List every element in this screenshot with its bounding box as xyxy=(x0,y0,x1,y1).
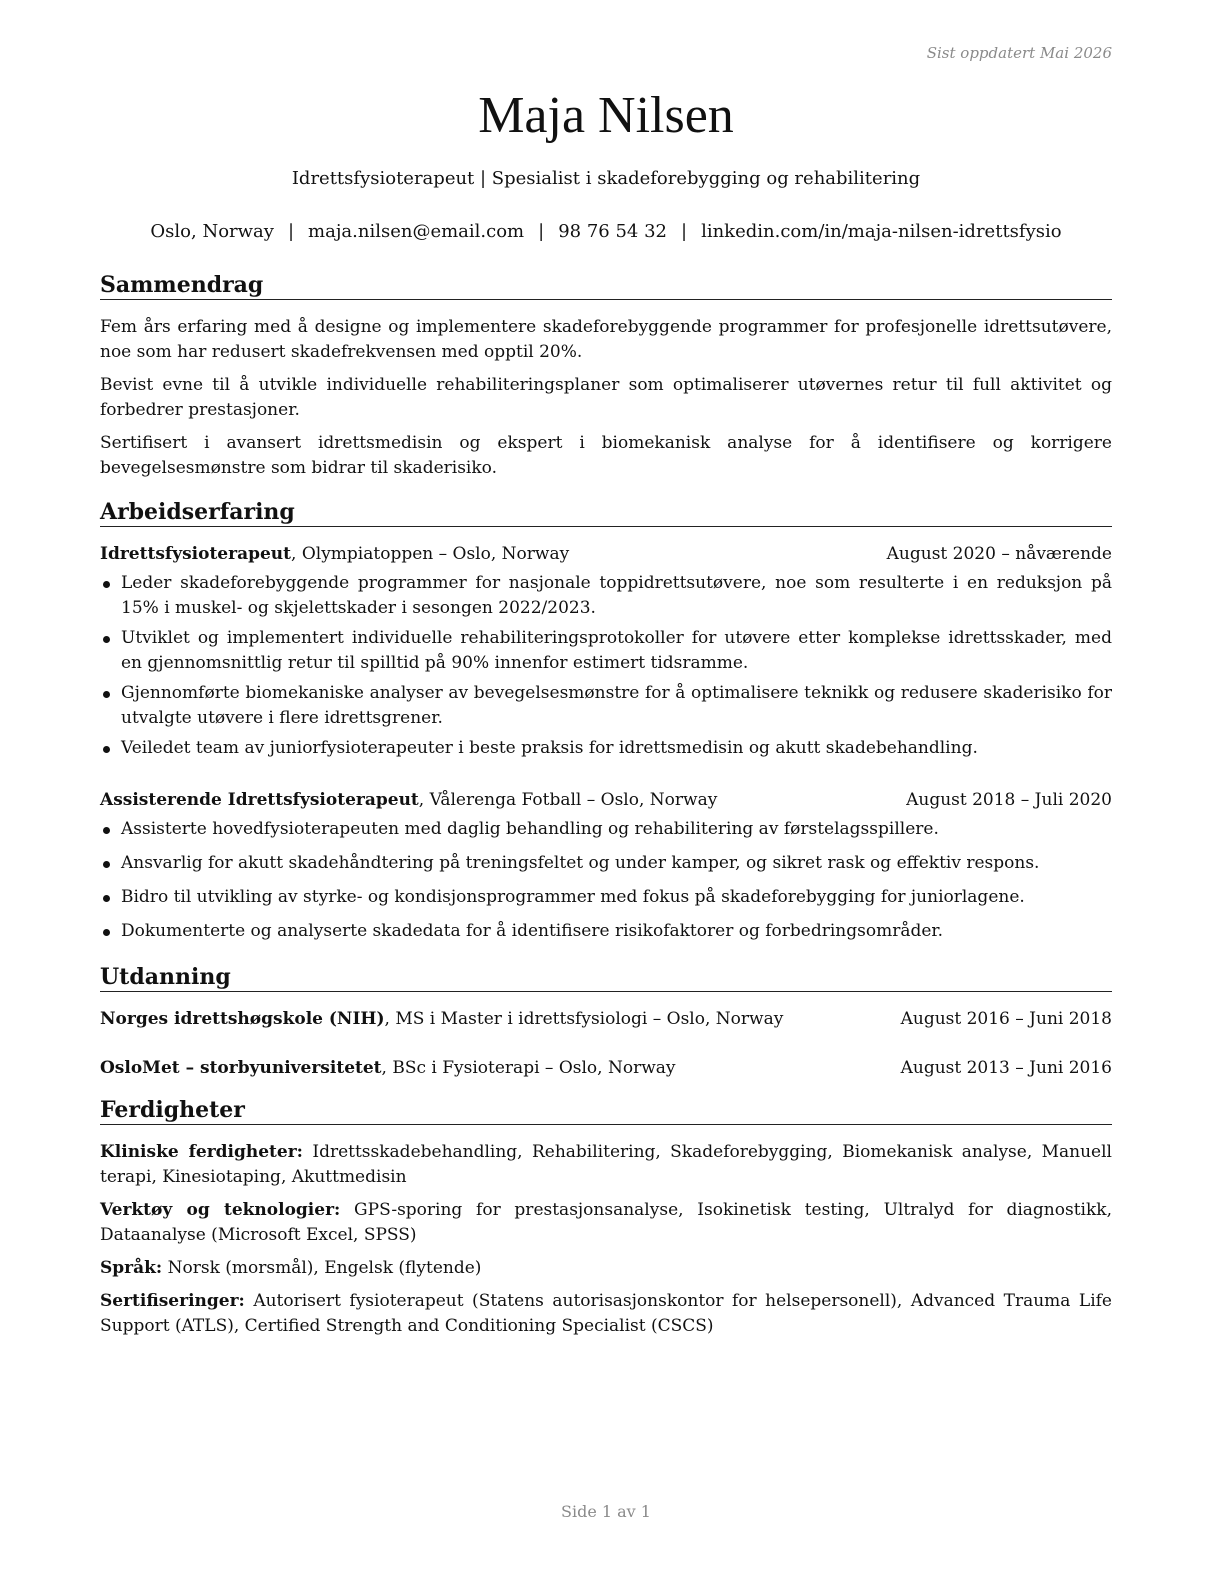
job-bullet: Bidro til utvikling av styrke- og kondisjonsprogrammer med fokus på skadeforebygging for juniorlagene. xyxy=(100,885,1112,910)
skill-text: GPS-sporing for prestasjonsanalyse, Isokinetisk testing, Ultralyd for diagnostikk, Dataanalyse (Microsoft Excel, SPSS) xyxy=(100,1200,1112,1245)
job-org: , Olympiatoppen – Oslo, Norway xyxy=(291,544,570,564)
education-entry xyxy=(100,1007,1112,1032)
job-dates: August 2018 – Juli 2020 xyxy=(906,790,1112,810)
skill-line xyxy=(100,1140,1112,1190)
section-title-education: Utdanning xyxy=(100,964,1112,992)
summary-paragraph: Sertifisert i avansert idrettsmedisin og ekspert i biomekanisk analyse for å identifisere og korrigere bevegelsesmønstre som bidrar til skaderisiko. xyxy=(100,433,1112,478)
job-header xyxy=(100,542,1112,567)
summary-section xyxy=(100,272,1112,481)
contact-line xyxy=(100,221,1112,242)
education-entry xyxy=(100,1056,1112,1081)
education-degree: , MS i Master i idrettsfysiologi – Oslo, Norway xyxy=(384,1009,784,1029)
skill-line xyxy=(100,1198,1112,1248)
skill-line xyxy=(100,1289,1112,1339)
tagline: Idrettsfysioterapeut | Spesialist i skadeforebygging og rehabilitering xyxy=(291,168,921,189)
skill-label: Språk: xyxy=(100,1258,163,1278)
separator: | xyxy=(538,221,545,242)
job-role: Idrettsfysioterapeut xyxy=(100,544,292,564)
job-role: Assisterende Idrettsfysioterapeut xyxy=(100,790,419,810)
page-number: Side 1 av 1 xyxy=(561,1502,651,1521)
job-bullets xyxy=(100,571,1112,761)
contact-phone: 98 76 54 32 xyxy=(558,221,667,242)
separator: | xyxy=(681,221,688,242)
education-section xyxy=(100,964,1112,1081)
section-title-summary: Sammendrag xyxy=(100,272,1112,300)
skill-label: Sertifiseringer: xyxy=(100,1291,245,1311)
job-title-line xyxy=(100,788,717,813)
job-header xyxy=(100,788,1112,813)
section-title-skills: Ferdigheter xyxy=(100,1097,1112,1125)
job-org: , Vålerenga Fotball – Oslo, Norway xyxy=(418,790,718,810)
skill-line xyxy=(100,1256,1112,1281)
skill-text: Autorisert fysioterapeut (Statens autorisasjonskontor for helsepersonell), Advanced Trauma Life Support (ATLS), Certified Strength and Conditioning Specialist (CSCS) xyxy=(100,1291,1112,1336)
education-dates: August 2013 – Juni 2016 xyxy=(900,1058,1112,1078)
job-entry xyxy=(100,542,1112,761)
skill-text: Norsk (morsmål), Engelsk (flytende) xyxy=(162,1258,482,1278)
job-bullet: Assisterte hovedfysioterapeuten med daglig behandling og rehabilitering av førstelagsspillere. xyxy=(100,817,1112,842)
job-bullet: Ansvarlig for akutt skadehåndtering på treningsfeltet og under kamper, og sikret rask og effektiv respons. xyxy=(100,851,1112,876)
resume-page xyxy=(100,0,1112,1584)
job-bullet: Utviklet og implementert individuelle rehabiliteringsprotokoller for utøvere etter komplekse idrettsskader, med en gjennomsnittlig retur til spilltid på 90% innenfor estimert tidsramme. xyxy=(100,626,1112,676)
education-title-line xyxy=(100,1056,676,1081)
education-school: Norges idrettshøgskole (NIH) xyxy=(100,1009,385,1029)
summary-paragraph: Fem års erfaring med å designe og implementere skadeforebyggende programmer for profesjonelle idrettsutøvere, noe som har redusert skadefrekvensen med opptil 20%. xyxy=(100,317,1112,362)
separator: | xyxy=(287,221,295,242)
job-title-line xyxy=(100,542,569,567)
job-dates: August 2020 – nåværende xyxy=(886,544,1112,564)
skills-section xyxy=(100,1097,1112,1339)
section-title-experience: Arbeidserfaring xyxy=(100,499,1112,527)
job-bullet: Veiledet team av juniorfysioterapeuter i beste praksis for idrettsmedisin og akutt skadebehandling. xyxy=(100,736,1112,761)
job-bullet: Gjennomførte biomekaniske analyser av bevegelsesmønstre for å optimalisere teknikk og redusere skaderisiko for utvalgte utøvere i flere idrettsgrener. xyxy=(100,681,1112,731)
job-entry xyxy=(100,788,1112,944)
job-bullet: Leder skadeforebyggende programmer for nasjonale toppidrettsutøvere, noe som resulterte i en reduksjon på 15% i muskel- og skjelettskader i sesongen 2022/2023. xyxy=(100,571,1112,621)
skill-label: Kliniske ferdigheter: xyxy=(100,1142,303,1162)
skill-label: Verktøy og teknologier: xyxy=(100,1200,341,1220)
job-bullets xyxy=(100,817,1112,944)
contact-location: Oslo, Norway xyxy=(150,221,274,242)
contact-linkedin[interactable]: linkedin.com/in/maja-nilsen-idrettsfysio xyxy=(701,221,1062,242)
experience-section xyxy=(100,499,1112,944)
contact-email[interactable]: maja.nilsen@email.com xyxy=(308,221,525,242)
skill-text: Idrettsskadebehandling, Rehabilitering, Skadeforebygging, Biomekanisk analyse, Manuell terapi, Kinesiotaping, Akuttmedisin xyxy=(100,1142,1112,1187)
education-school: OsloMet – storbyuniversitetet xyxy=(100,1058,382,1078)
education-title-line xyxy=(100,1007,783,1032)
last-updated: Sist oppdatert Mai 2026 xyxy=(926,44,1112,62)
summary-paragraph: Bevist evne til å utvikle individuelle rehabiliteringsplaner som optimaliserer utøvernes retur til full aktivitet og forbedrer prestasjoner. xyxy=(100,375,1112,420)
education-dates: August 2016 – Juni 2018 xyxy=(900,1009,1112,1029)
candidate-name: Maja Nilsen xyxy=(478,87,734,144)
job-bullet: Dokumenterte og analyserte skadedata for å identifisere risikofaktorer og forbedringsområder. xyxy=(100,919,1112,944)
education-degree: , BSc i Fysioterapi – Oslo, Norway xyxy=(381,1058,676,1078)
